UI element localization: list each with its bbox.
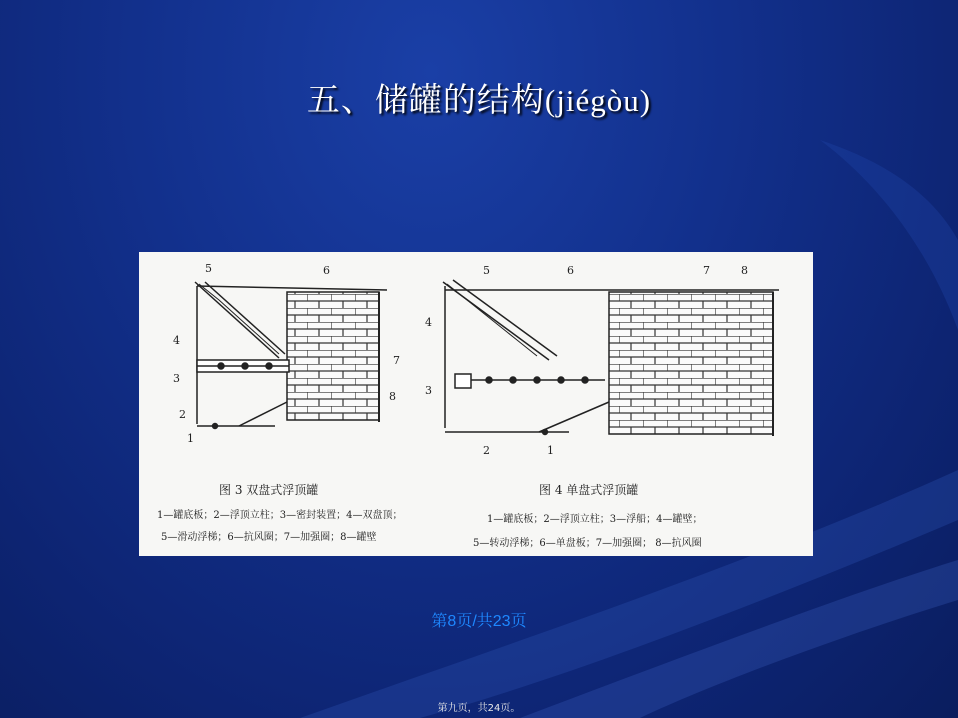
right-label-6: 6 bbox=[567, 264, 574, 277]
left-label-7: 7 bbox=[393, 354, 400, 367]
left-label-1: 1 bbox=[187, 432, 194, 445]
left-legend-line1: 1—罐底板；2—浮顶立柱；3—密封装置；4—双盘顶； bbox=[157, 510, 403, 521]
page-indicator: 第8页/共23页 bbox=[431, 613, 527, 630]
right-legend-line2: 5—转动浮梯；6—单盘板；7—加强圈； 8—抗风圈 bbox=[473, 538, 702, 549]
left-label-8: 8 bbox=[389, 390, 396, 403]
right-label-4: 4 bbox=[425, 316, 432, 329]
title-main: 五、储罐的结构 bbox=[306, 80, 545, 119]
left-tank-drawing bbox=[195, 282, 387, 429]
right-label-8: 8 bbox=[741, 264, 748, 277]
right-label-7: 7 bbox=[703, 264, 710, 277]
left-caption: 图 3 双盘式浮顶罐 bbox=[219, 483, 319, 497]
left-label-2: 2 bbox=[179, 408, 186, 421]
title-pinyin: (jiégòu) bbox=[544, 83, 652, 118]
left-label-4: 4 bbox=[173, 334, 180, 347]
right-tank-drawing bbox=[443, 280, 779, 436]
right-label-3: 3 bbox=[425, 384, 432, 397]
tank-diagrams bbox=[139, 252, 813, 556]
footer-page-count: 第九页，共24页。 bbox=[437, 703, 521, 714]
right-label-2: 2 bbox=[483, 444, 490, 457]
slide-title bbox=[0, 74, 958, 121]
tank-structure-figure bbox=[139, 252, 813, 556]
left-label-6: 6 bbox=[323, 264, 330, 277]
captions bbox=[157, 482, 702, 549]
left-label-3: 3 bbox=[173, 372, 180, 385]
right-caption: 图 4 单盘式浮顶罐 bbox=[539, 483, 639, 497]
left-label-5: 5 bbox=[205, 262, 212, 275]
right-legend-line1: 1—罐底板；2—浮顶立柱；3—浮船；4—罐壁； bbox=[487, 514, 703, 525]
right-label-5: 5 bbox=[483, 264, 490, 277]
right-label-1: 1 bbox=[547, 444, 554, 457]
left-legend-line2: 5—滑动浮梯；6—抗风圈；7—加强圈；8—罐壁 bbox=[161, 532, 377, 543]
